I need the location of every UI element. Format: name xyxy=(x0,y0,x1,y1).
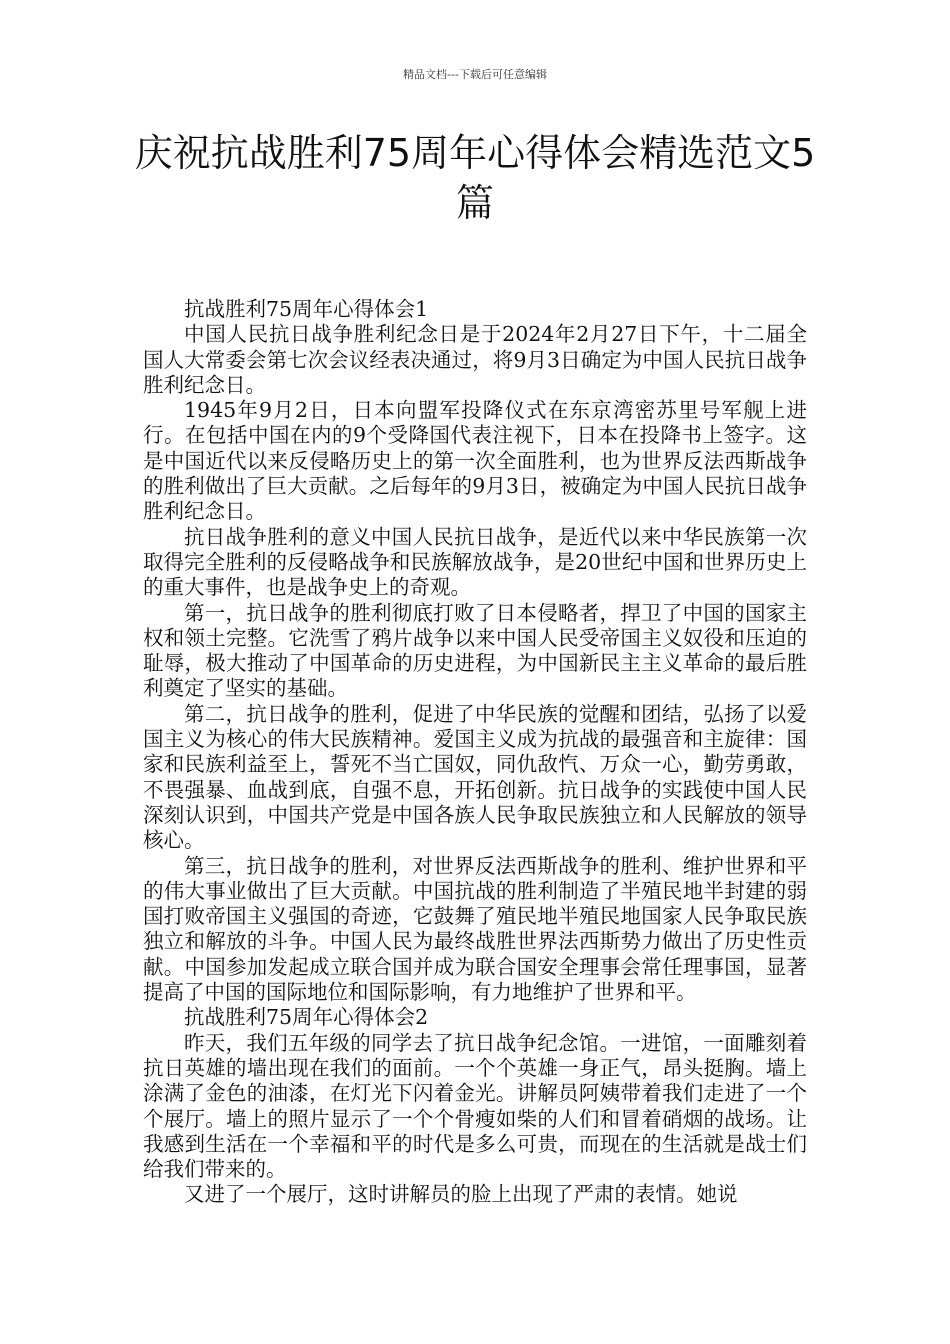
section-heading-1: 抗战胜利75周年心得体会1 xyxy=(184,297,429,321)
document-title: 庆祝抗战胜利75周年心得体会精选范文5篇 xyxy=(134,131,816,225)
header-note: 精品文档---下载后可任意编辑 xyxy=(403,68,547,81)
paragraph: 中国人民抗日战争胜利纪念日是于2024年2月27日下午，十二届全国人大常委会第七次会议经表决通过，将9月3日确定为中国人民抗日战争胜利纪念日。 xyxy=(143,322,807,397)
document-body xyxy=(143,297,807,1208)
paragraph: 抗日战争胜利的意义中国人民抗日战争，是近代以来中华民族第一次取得完全胜利的反侵略战争和民族解放战争，是20世纪中国和世界历史上的重大事件，也是战争史上的奇观。 xyxy=(143,524,807,600)
paragraph: 1945年9月2日，日本向盟军投降仪式在东京湾密苏里号军舰上进行。在包括中国在内的9个受降国代表注视下，日本在投降书上签字。这是中国近代以来反侵略历史上的第一次全面胜利，也为世界反法西斯战争的胜利做出了巨大贡献。之后每年的9月3日，被确定为中国人民抗日战争胜利纪念日。 xyxy=(143,398,807,524)
paragraph: 昨天，我们五年级的同学去了抗日战争纪念馆。一进馆，一面雕刻着抗日英雄的墙出现在我们的面前。一个个英雄一身正气，昂头挺胸。墙上涂满了金色的油漆，在灯光下闪着金光。讲解员阿姨带着我们走进了一个个展厅。墙上的照片显示了一个个骨瘦如柴的人们和冒着硝烟的战场。让我感到生活在一个幸福和平的时代是多么可贵，而现在的生活就是战士们给我们带来的。 xyxy=(143,1030,807,1182)
paragraph: 第三，抗日战争的胜利，对世界反法西斯战争的胜利、维护世界和平的伟大事业做出了巨大贡献。中国抗战的胜利制造了半殖民地半封建的弱国打败帝国主义强国的奇迹，它鼓舞了殖民地半殖民地国家人民争取民族独立和解放的斗争。中国人民为最终战胜世界法西斯势力做出了历史性贡献。中国参加发起成立联合国并成为联合国安全理事会常任理事国，显著提高了中国的国际地位和国际影响，有力地维护了世界和平。 xyxy=(143,853,807,1005)
paragraph: 第一，抗日战争的胜利彻底打败了日本侵略者，捍卫了中国的国家主权和领土完整。它洗雪了鸦片战争以来中国人民受帝国主义奴役和压迫的耻辱，极大推动了中国革命的历史进程，为中国新民主主义革命的最后胜利奠定了坚实的基础。 xyxy=(143,600,807,701)
paragraph: 又进了一个展厅，这时讲解员的脸上出现了严肃的表情。她说 xyxy=(184,1182,738,1207)
section-heading-2: 抗战胜利75周年心得体会2 xyxy=(184,1005,429,1030)
paragraph: 第二，抗日战争的胜利，促进了中华民族的觉醒和团结，弘扬了以爱国主义为核心的伟大民族精神。爱国主义成为抗战的最强音和主旋律：国家和民族利益至上，誓死不当亡国奴，同仇敌忾、万众一心，勤劳勇敢，不畏强暴、血战到底，自强不息，开拓创新。抗日战争的实践使中国人民深刻认识到，中国共产党是中国各族人民争取民族独立和人民解放的领导核心。 xyxy=(143,701,807,853)
